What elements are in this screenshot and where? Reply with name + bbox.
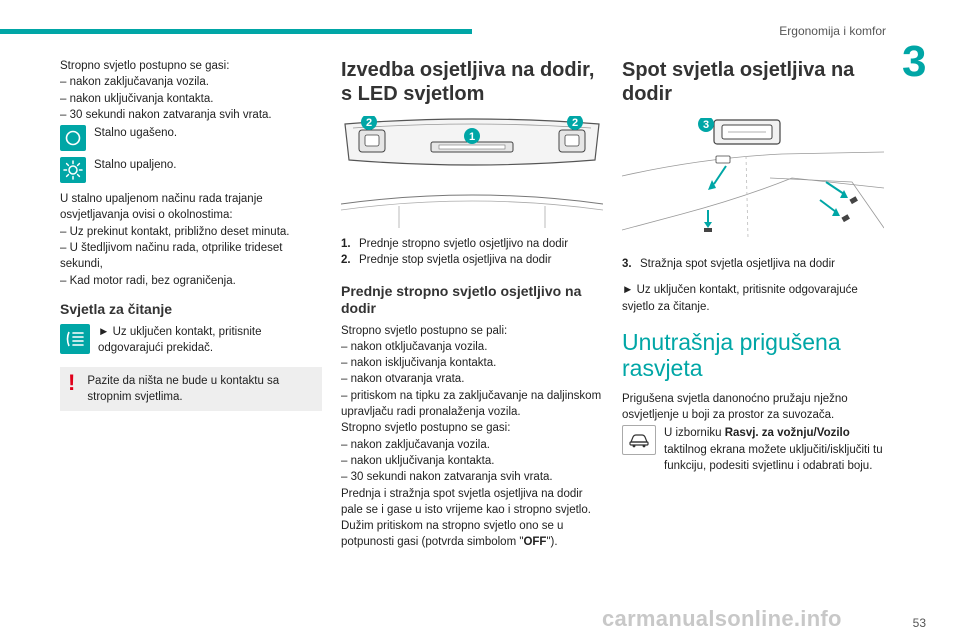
ambient-text: Prigušena svjetla danonoćno pružaju nježno osvjetljenje u boji za prostor za suvozača. xyxy=(622,392,848,422)
on-item: – nakon isključivanja kontakta. xyxy=(341,357,497,370)
touch-led-heading: Izvedba osjetljiva na dodir, s LED svjetlom xyxy=(341,59,595,105)
touch-spots-heading: Spot svjetla osjetljiva na dodir xyxy=(622,59,855,105)
section-title: Ergonomija i komfor xyxy=(779,24,886,38)
long-press-after: "). xyxy=(546,536,558,549)
duration-item: – Uz prekinut kontakt, približno deset minuta. xyxy=(60,225,290,238)
chapter-number: 3 xyxy=(902,37,927,86)
header-accent-bar xyxy=(0,29,472,34)
duration-text: U stalno upaljenom načinu rada trajanje osvjetljavanja ovisi o okolnostima: xyxy=(60,193,263,222)
long-press-text xyxy=(341,518,606,551)
on-item: – nakon otključavanja vozila. xyxy=(341,340,488,353)
ring-off-icon xyxy=(60,125,86,151)
mode-on-label: Stalno upaljeno. xyxy=(94,159,177,172)
on-intro: Stropno svjetlo postupno se pali: xyxy=(341,324,508,337)
rear-spot-light-illustration xyxy=(622,118,884,248)
off-item: – nakon uključivanja kontakta. xyxy=(60,92,214,105)
warning-text: Pazite da ništa ne bude u kontaktu sa stropnim svjetlima. xyxy=(87,374,280,403)
off-item: – nakon zaključavanja vozila. xyxy=(60,76,209,89)
caption-text: Stražnja spot svjetla osjetljiva na dodir xyxy=(640,258,835,270)
caption-number: 1. xyxy=(341,238,351,250)
ambient-menu-row xyxy=(622,425,886,474)
menu-path: Rasvj. za vožnju/Vozilo xyxy=(724,427,850,440)
reading-lights-text: ► Uz uključen kontakt, pritisnite odgovarajući prekidač. xyxy=(98,325,262,355)
reading-lights-heading: Svjetla za čitanje xyxy=(60,300,173,317)
on-item: – pritiskom na tipku za zaključavanje na daljinskom upravljaču radi pronalaženja vozila. xyxy=(341,389,602,419)
badge-3-label: 3 xyxy=(702,119,710,131)
off-item: – 30 sekundi nakon zatvaranja svih vrata. xyxy=(60,108,272,121)
column-3 xyxy=(622,58,886,474)
caption-number: 2. xyxy=(341,254,351,267)
ambient-lighting-heading: Unutrašnja prigušena rasvjeta xyxy=(622,328,841,381)
caption-3 xyxy=(622,256,886,272)
spots-text: Prednja i stražnja spot svjetla osjetljiva na dodir pale se i gase u isto vrijeme kao i stropno svjetlo. xyxy=(341,487,591,516)
column-2 xyxy=(341,58,606,551)
page-number: 53 xyxy=(912,616,926,630)
caption-2 xyxy=(341,252,606,268)
badge-2-left-label: 2 xyxy=(365,117,373,129)
warning-icon: ! xyxy=(68,369,76,395)
off-item: – nakon zaključavanja vozila. xyxy=(341,438,490,451)
sun-on-icon xyxy=(60,157,86,183)
badge-2-right-label: 2 xyxy=(571,117,579,129)
duration-item: – Kad motor radi, bez ograničenja. xyxy=(60,274,236,287)
menu-before: U izborniku xyxy=(664,427,725,440)
front-ceiling-light-illustration xyxy=(341,116,603,228)
mode-on-row xyxy=(60,157,322,183)
off-intro: Stropno svjetlo postupno se gasi: xyxy=(341,422,511,435)
off-item: – 30 sekundi nakon zatvaranja svih vrata. xyxy=(341,471,553,484)
duration-item: – U štedljivom načinu rada, otprilike trideset sekundi, xyxy=(60,242,283,271)
warning-box xyxy=(60,367,322,412)
off-intro: Stropno svjetlo postupno se gasi: xyxy=(60,60,230,72)
car-menu-icon xyxy=(622,425,656,455)
mode-off-label: Stalno ugašeno. xyxy=(94,127,178,140)
ambient-menu-text xyxy=(664,425,886,474)
menu-after: taktilnog ekrana možete uključiti/isključiti tu funkciju, podesiti svjetlinu i odabrati boju. xyxy=(664,443,883,473)
caption-1 xyxy=(341,236,606,252)
spot-instruction: ► Uz uključen kontakt, pritisnite odgovarajuće svjetlo za čitanje. xyxy=(622,284,858,313)
reading-light-icon xyxy=(60,324,90,354)
off-item: – nakon uključivanja kontakta. xyxy=(341,454,495,467)
caption-text: Prednje stropno svjetlo osjetljivo na dodir xyxy=(359,238,569,250)
reading-lights-row xyxy=(60,324,322,357)
off-symbol: OFF xyxy=(523,536,547,549)
long-press-before: Dužim pritiskom na stropno svjetlo ono se u potpunosti gasi (potvrda simbolom " xyxy=(341,520,564,549)
badge-1-label: 1 xyxy=(468,131,476,143)
watermark: carmanualsonline.info xyxy=(602,606,842,631)
caption-number: 3. xyxy=(622,258,632,270)
on-item: – nakon otvaranja vrata. xyxy=(341,373,465,386)
caption-text: Prednje stop svjetla osjetljiva na dodir xyxy=(359,254,552,267)
column-1 xyxy=(60,58,322,411)
front-ceiling-subheading: Prednje stropno svjetlo osjetljivo na dodir xyxy=(341,282,582,316)
mode-off-row xyxy=(60,125,322,151)
